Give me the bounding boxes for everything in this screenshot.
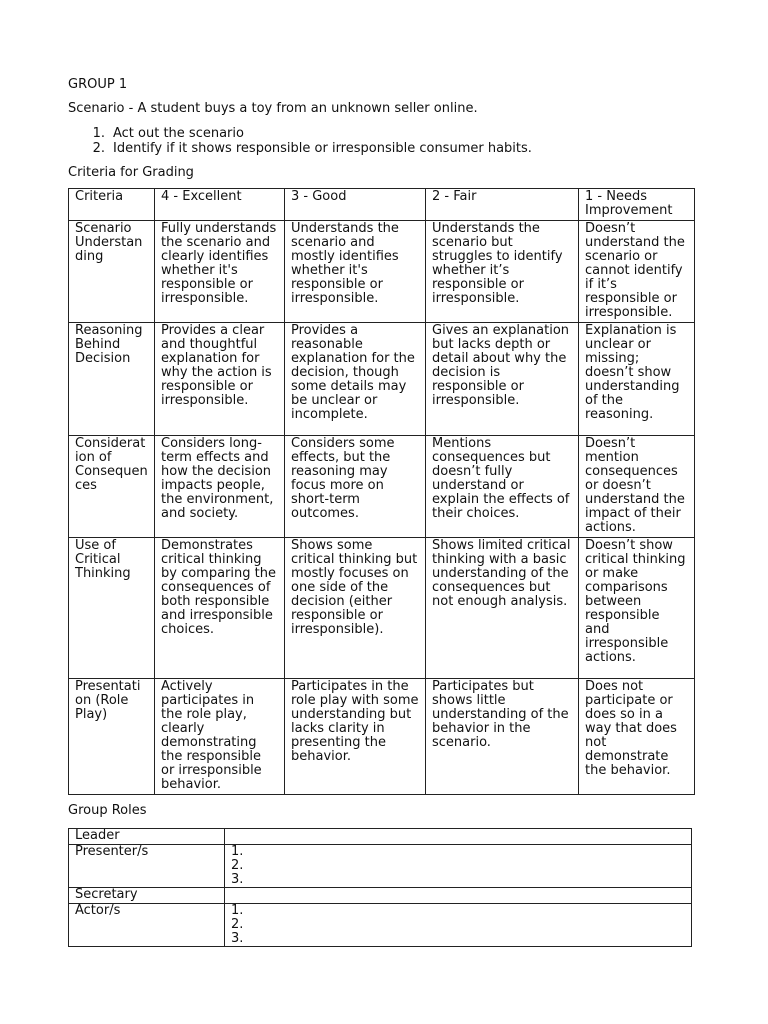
role-row xyxy=(69,845,692,888)
slot-number: 2. xyxy=(231,917,244,932)
group-title: GROUP 1 xyxy=(68,77,128,92)
scenario-text: Scenario - A student buys a toy from an unknown seller online. xyxy=(68,101,478,116)
role-assignee-cell[interactable] xyxy=(225,829,692,845)
rubric-criterion-cell: Use of Critical Thinking xyxy=(69,538,155,679)
instruction-list xyxy=(68,126,698,156)
rubric-cell: Participates but shows little understanding of the behavior in the scenario. xyxy=(426,679,579,795)
instruction-number: 2. xyxy=(92,141,105,156)
rubric-criterion-cell: Presentation (Role Play) xyxy=(69,679,155,795)
rubric-cell: Provides a reasonable explanation for the decision, though some details may be unclear or incomplete. xyxy=(285,323,426,436)
instruction-number: 1. xyxy=(92,126,105,141)
rubric-criterion-cell: Consideration of Consequences xyxy=(69,436,155,538)
slot-number: 3. xyxy=(231,931,244,946)
role-name: Secretary xyxy=(69,888,225,904)
role-row xyxy=(69,904,692,947)
criteria-heading: Criteria for Grading xyxy=(68,165,194,180)
instruction-item xyxy=(68,126,698,141)
rubric-cell: Explanation is unclear or missing; doesn’t show understanding of the reasoning. xyxy=(579,323,695,436)
document-header xyxy=(68,78,698,191)
group-roles-heading: Group Roles xyxy=(68,803,147,818)
rubric-criterion-cell: Scenario Understanding xyxy=(69,221,155,323)
rubric-header-cell: Criteria xyxy=(69,189,155,221)
grading-rubric-table xyxy=(68,188,695,795)
rubric-cell: Shows limited critical thinking with a basic understanding of the consequences but not enough analysis. xyxy=(426,538,579,679)
instruction-item xyxy=(68,141,698,156)
rubric-cell: Doesn’t mention consequences or doesn’t understand the impact of their actions. xyxy=(579,436,695,538)
rubric-row xyxy=(69,323,695,436)
role-name: Leader xyxy=(69,829,225,845)
slot-number: 2. xyxy=(231,858,244,873)
role-assignee-cell[interactable] xyxy=(225,845,692,888)
instruction-text: Act out the scenario xyxy=(113,126,244,141)
rubric-header-cell: 2 - Fair xyxy=(426,189,579,221)
rubric-header-cell: 3 - Good xyxy=(285,189,426,221)
role-name: Presenter/s xyxy=(69,845,225,888)
role-assignee-cell[interactable] xyxy=(225,888,692,904)
role-row xyxy=(69,888,692,904)
group-roles-table xyxy=(68,828,692,947)
rubric-criterion-cell: Reasoning Behind Decision xyxy=(69,323,155,436)
rubric-header-cell: 1 - Needs Improvement xyxy=(579,189,695,221)
rubric-cell: Mentions consequences but doesn’t fully understand or explain the effects of their choices. xyxy=(426,436,579,538)
rubric-cell: Considers some effects, but the reasoning may focus more on short-term outcomes. xyxy=(285,436,426,538)
rubric-cell: Understands the scenario but struggles to identify whether it’s responsible or irresponsible. xyxy=(426,221,579,323)
rubric-cell: Actively participates in the role play, clearly demonstrating the responsible or irresponsible behavior. xyxy=(155,679,285,795)
slot-number: 1. xyxy=(231,844,244,859)
rubric-cell: Understands the scenario and mostly identifies whether it's responsible or irresponsible. xyxy=(285,221,426,323)
slot-number: 1. xyxy=(231,903,244,918)
rubric-cell: Fully understands the scenario and clearly identifies whether it's responsible or irresponsible. xyxy=(155,221,285,323)
rubric-row xyxy=(69,538,695,679)
rubric-row xyxy=(69,221,695,323)
rubric-cell: Does not participate or does so in a way that does not demonstrate the behavior. xyxy=(579,679,695,795)
role-assignee-cell[interactable] xyxy=(225,904,692,947)
rubric-header-cell: 4 - Excellent xyxy=(155,189,285,221)
rubric-cell: Doesn’t show critical thinking or make comparisons between responsible and irresponsible actions. xyxy=(579,538,695,679)
role-name: Actor/s xyxy=(69,904,225,947)
rubric-cell: Shows some critical thinking but mostly focuses on one side of the decision (either responsible or irresponsible). xyxy=(285,538,426,679)
rubric-cell: Participates in the role play with some understanding but lacks clarity in presenting the behavior. xyxy=(285,679,426,795)
slot-number: 3. xyxy=(231,872,244,887)
rubric-row xyxy=(69,436,695,538)
rubric-cell: Provides a clear and thoughtful explanation for why the action is responsible or irresponsible. xyxy=(155,323,285,436)
rubric-row xyxy=(69,679,695,795)
rubric-cell: Considers long-term effects and how the decision impacts people, the environment, and society. xyxy=(155,436,285,538)
role-row xyxy=(69,829,692,845)
rubric-header-row xyxy=(69,189,695,221)
rubric-cell: Doesn’t understand the scenario or cannot identify if it’s responsible or irresponsible. xyxy=(579,221,695,323)
instruction-text: Identify if it shows responsible or irresponsible consumer habits. xyxy=(113,141,532,156)
rubric-cell: Demonstrates critical thinking by comparing the consequences of both responsible and irresponsible choices. xyxy=(155,538,285,679)
rubric-cell: Gives an explanation but lacks depth or detail about why the decision is responsible or irresponsible. xyxy=(426,323,579,436)
